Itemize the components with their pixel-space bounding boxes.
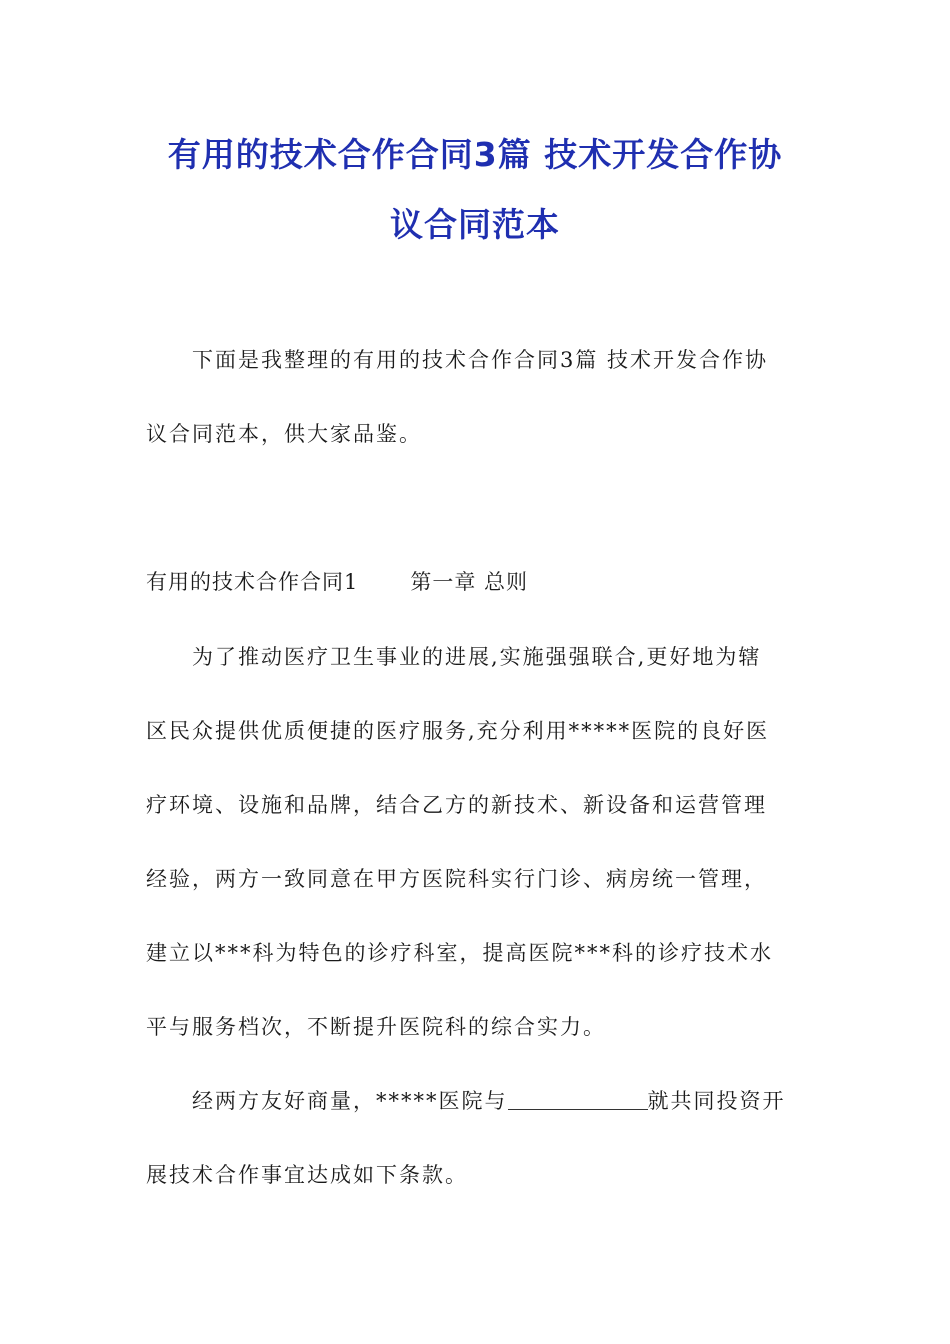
document-title-line-2: 议合同范本 bbox=[390, 205, 560, 244]
intro-line-1: 下面是我整理的有用的技术合作合同3篇 技术开发合作协 bbox=[192, 348, 769, 372]
contract-label: 有用的技术合作合同1 bbox=[146, 570, 359, 594]
section-heading bbox=[146, 545, 806, 619]
section-heading-line bbox=[146, 545, 806, 619]
body1-line-3: 疗环境、设施和品牌，结合乙方的新技术、新设备和运营管理 bbox=[146, 793, 767, 817]
body2-line-2: 展技术合作事宜达成如下条款。 bbox=[146, 1163, 468, 1187]
chapter-label: 第一章 总则 bbox=[410, 570, 529, 594]
body1-line-2: 区民众提供优质便捷的医疗服务,充分利用*****医院的良好医 bbox=[146, 719, 770, 743]
intro-paragraph bbox=[146, 323, 806, 471]
body1-line-4: 经验，两方一致同意在甲方医院科实行门诊、病房统一管理， bbox=[146, 867, 767, 891]
body1-line-6: 平与服务档次，不断提升医院科的综合实力。 bbox=[146, 1015, 606, 1039]
body1-line-1: 为了推动医疗卫生事业的进展,实施强强联合,更好地为辖 bbox=[192, 645, 762, 669]
body-paragraph-1 bbox=[146, 620, 806, 1064]
body2-line-1-end: 就共同投资开 bbox=[647, 1089, 786, 1113]
body-paragraph-2 bbox=[146, 1064, 806, 1212]
body2-line-1-start: 经两方友好商量，*****医院与 bbox=[192, 1089, 508, 1113]
body1-line-5: 建立以***科为特色的诊疗科室，提高医院***科的诊疗技术水 bbox=[146, 941, 773, 965]
body2-line-1 bbox=[146, 1064, 806, 1138]
document-title-line-1: 有用的技术合作合同3篇 技术开发合作协 bbox=[167, 135, 783, 174]
fill-in-blank bbox=[508, 1089, 648, 1110]
intro-line-2: 议合同范本，供大家品鉴。 bbox=[146, 422, 422, 446]
